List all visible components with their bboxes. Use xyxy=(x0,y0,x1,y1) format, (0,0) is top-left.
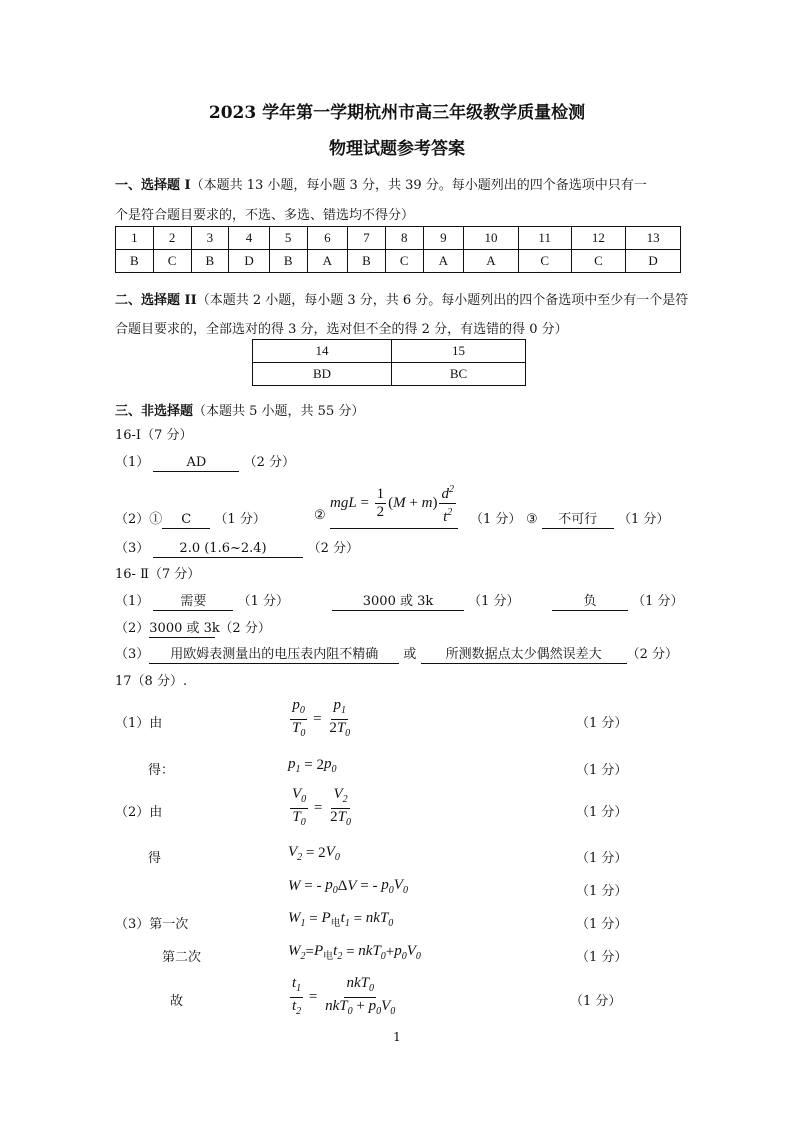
q16-2-p3-or: 或 xyxy=(403,647,417,662)
q17-eq2-score: （1 分） xyxy=(576,763,628,778)
q16-2-p1-answer-b: 3000 或 3k xyxy=(332,594,464,611)
section1-heading: 一、选择题 I xyxy=(115,178,191,193)
section1-answer-row xyxy=(116,250,681,273)
q16-2-p3-answer-a: 用欧姆表测量出的电压表内阻不精确 xyxy=(149,647,399,664)
section1-answer-cell-12: C xyxy=(571,250,626,273)
q16-2-p1-score-b: （1 分） xyxy=(468,594,520,609)
section1-answer-cell-2: C xyxy=(153,250,191,273)
q16-2-p1-answer-c: 负 xyxy=(552,594,628,611)
section2-question-number-2: 15 xyxy=(392,340,526,363)
section2-description xyxy=(115,289,688,308)
q16-2-p1-part-c xyxy=(552,590,684,611)
q16-2-p2-answer: 3000 或 3k xyxy=(149,621,220,636)
q17-eq1: $\frac{p_0}{T_0}$ = $\frac{p_1}{2T_0}$ xyxy=(292,697,351,739)
section1-answer-cell-1: B xyxy=(116,250,154,273)
q16-2-p1-answer-a: 需要 xyxy=(153,594,233,611)
q16-2-part3 xyxy=(115,643,678,664)
section1-answer-cell-6: A xyxy=(307,250,348,273)
section1-answer-cell-9: A xyxy=(423,250,464,273)
q16-1-part1 xyxy=(115,451,295,472)
section1-question-number-6: 6 xyxy=(307,227,348,250)
q16-2-p1-label: （1） xyxy=(115,594,150,609)
q16-1-p1-label: （1） xyxy=(115,455,150,470)
section2-answer-row xyxy=(253,363,526,386)
section1-answer-cell-13: D xyxy=(626,250,681,273)
q17-eq7: $W_2$ = $P_电t_2$ = nkT$_0$ + $p_0V_0$ xyxy=(288,943,421,962)
q17-eq2: $p_1$ = 2 $p_0$ xyxy=(288,756,337,775)
q17-eq3: $\frac{V_0}{T_0}$ = $\frac{V_2}{2T_0}$ xyxy=(292,786,351,828)
q16-1-p2-answer-c: 不可行 xyxy=(542,512,614,529)
section1-question-number-13: 13 xyxy=(626,227,681,250)
q17-eq8-score: （1 分） xyxy=(570,994,622,1009)
page-title: 2023 学年第一学期杭州市高三年级教学质量检测 xyxy=(208,103,586,123)
q17-p2-de: 得 xyxy=(148,851,162,866)
section1-question-number-12: 12 xyxy=(571,227,626,250)
q16-2-p1-score-c: （1 分） xyxy=(632,594,684,609)
q16-1-part3 xyxy=(115,537,359,558)
q16-1-p3-answer: 2.0 (1.6~2.4) xyxy=(153,541,303,558)
section2-desc-line1: （本题共 2 小题，每小题 3 分，共 6 分。每小题列出的四个备选项中至少有一个是符 xyxy=(196,293,689,308)
section1-answer-cell-4: D xyxy=(229,250,270,273)
q16-2-p1-score-a: （1 分） xyxy=(237,594,289,609)
q17-p1-you: （1）由 xyxy=(115,716,163,731)
q17-eq6: $W_1$ = $P_电t_1$ = nkT$_0$ xyxy=(288,910,394,929)
q17-eq7-score: （1 分） xyxy=(576,950,628,965)
section1-question-number-10: 10 xyxy=(464,227,519,250)
q16-1-p1-score: （2 分） xyxy=(243,455,295,470)
section2-number-row xyxy=(253,340,526,363)
q16-2-p2-label: （2） xyxy=(115,621,150,636)
section1-answer-cell-5: B xyxy=(269,250,307,273)
section3-desc: （本题共 5 小题，共 55 分） xyxy=(193,404,365,419)
q16-1-p2-answer-a: C xyxy=(162,512,210,529)
q17-eq8: $\frac{t_1}{t_2}$ = $\frac{nkT_0}{nkT_0 + p_0V_0}$ xyxy=(292,975,396,1017)
q17-eq4: $V_2$ = 2 $V_0$ xyxy=(288,844,340,863)
section1-question-number-1: 1 xyxy=(116,227,154,250)
section1-question-number-9: 9 xyxy=(423,227,464,250)
section1-desc-line2: 个是符合题目要求的，不选、多选、错选均不得分） xyxy=(115,208,415,223)
section2-answer-cell-2: BC xyxy=(392,363,526,386)
q16-2-p3-answer-b: 所测数据点太少偶然误差大 xyxy=(421,647,627,664)
section3-description xyxy=(115,400,364,419)
section1-question-number-2: 2 xyxy=(153,227,191,250)
section1-question-number-3: 3 xyxy=(191,227,229,250)
section1-description xyxy=(115,174,647,193)
section2-heading: 二、选择题 II xyxy=(115,293,197,308)
q16-1-p2-score-b: （1 分） xyxy=(470,512,522,527)
section1-answer-table xyxy=(115,226,681,273)
q16-2-p3-score: （2 分） xyxy=(626,647,678,662)
q16-1-p3-label: （3） xyxy=(115,541,150,556)
q17-p1-de: 得： xyxy=(148,763,175,778)
q17-eq3-score: （1 分） xyxy=(576,805,628,820)
page-number: 1 xyxy=(393,1030,401,1044)
q16-1-p3-score: （2 分） xyxy=(307,541,359,556)
q16-1-p2-score-a: （1 分） xyxy=(214,512,266,527)
section2-desc-line2: 合题目要求的，全部选对的得 3 分，选对但不全的得 2 分，有选错的得 0 分） xyxy=(115,322,568,337)
q16-1-p2-part-c xyxy=(526,508,669,529)
q16-1-p2-mark-b: ② xyxy=(314,508,326,523)
section2-answer-cell-1: BD xyxy=(253,363,392,386)
q16-1-energy-equation: mgL = $\frac{1}{2}$ ( M + m ) $\frac{d^2}{t^2}$ xyxy=(330,481,458,529)
q17-eq1-score: （1 分） xyxy=(576,716,628,731)
section1-question-number-8: 8 xyxy=(385,227,423,250)
q17-eq4-score: （1 分） xyxy=(576,851,628,866)
section1-answer-cell-10: A xyxy=(464,250,519,273)
section1-question-number-11: 11 xyxy=(518,227,571,250)
q17-eq5: W = - $p_0$ Δ V = - $p_0V_0$ xyxy=(288,877,408,896)
section1-number-row xyxy=(116,227,681,250)
section1-desc-line1: （本题共 13 小题，每小题 3 分，共 39 分。每小题列出的四个备选项中只有一 xyxy=(190,178,647,193)
q16-2-p2-score: （2 分） xyxy=(219,621,271,636)
q16-1-p2-mark-c: ③ xyxy=(526,512,538,527)
q16-2-p3-label: （3） xyxy=(115,647,150,662)
page-subtitle: 物理试题参考答案 xyxy=(329,139,465,159)
q17-p3-first: （3）第一次 xyxy=(115,917,189,932)
q17-eq7-sub-dian: 电 xyxy=(323,951,334,962)
q16-2-part2 xyxy=(115,617,271,638)
q17-p3-second: 第二次 xyxy=(162,950,202,965)
q16-2-part1 xyxy=(115,590,289,611)
q17-eq5-score: （1 分） xyxy=(576,884,628,899)
section1-question-number-5: 5 xyxy=(269,227,307,250)
q17-eq6-score: （1 分） xyxy=(576,917,628,932)
section1-question-number-7: 7 xyxy=(348,227,386,250)
section1-answer-cell-3: B xyxy=(191,250,229,273)
q17-eq6-sub-dian: 电 xyxy=(330,918,341,929)
q16-1-part2 xyxy=(115,508,266,529)
section2-answer-table xyxy=(252,339,526,386)
q16-2-header: 16- Ⅱ（7 分） xyxy=(115,567,201,582)
section2-question-number-1: 14 xyxy=(253,340,392,363)
q16-1-p2-score-c: （1 分） xyxy=(617,512,670,527)
section1-answer-cell-11: C xyxy=(518,250,571,273)
q17-p2-you: （2）由 xyxy=(115,805,163,820)
q16-1-header: 16-Ⅰ（7 分） xyxy=(115,428,193,443)
q16-2-p1-part-b xyxy=(332,590,520,611)
section1-question-number-4: 4 xyxy=(229,227,270,250)
q17-p3-gu: 故 xyxy=(170,994,184,1009)
q16-1-p2-label: （2）① xyxy=(115,512,163,527)
section1-answer-cell-7: B xyxy=(348,250,386,273)
q16-1-p1-answer: AD xyxy=(153,455,239,472)
section1-answer-cell-8: C xyxy=(385,250,423,273)
section3-heading: 三、非选择题 xyxy=(115,404,194,419)
q17-header: 17（8 分）. xyxy=(115,674,188,689)
